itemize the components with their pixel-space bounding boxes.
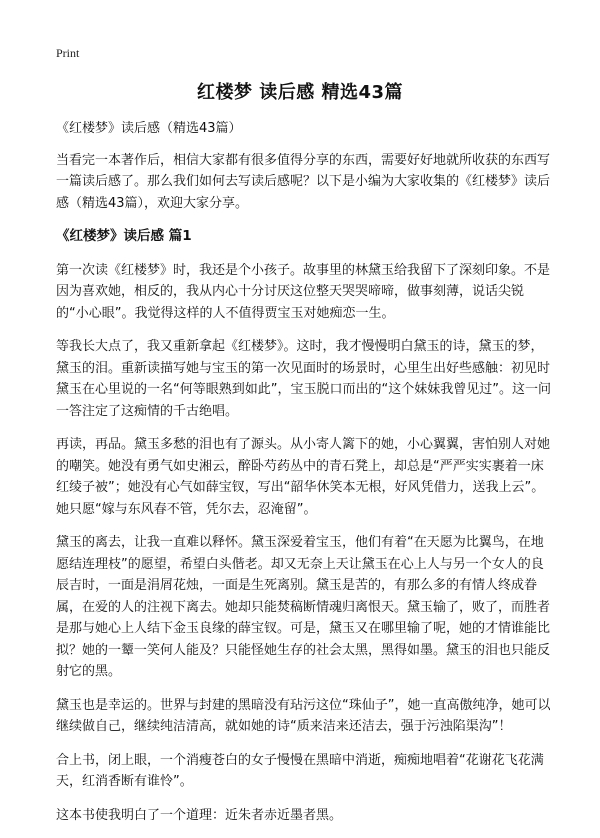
article-body <box>56 118 552 838</box>
body-paragraph: 这本书使我明白了一个道理：近朱者赤近墨者黑。 <box>56 807 343 823</box>
body-paragraph: 第一次读《红楼梦》时，我还是个小孩子。故事里的林黛玉给我留下了深刻印象。不是因为喜欢她，相反的，我从内心十分讨厌这位整天哭哭啼啼，做事刻薄，说话尖锐的“小心眼”。我觉得这样的人不值得贾宝玉对她痴恋一生。 <box>56 262 551 321</box>
page-title: 红楼梦 读后感 精选43篇 <box>196 82 404 103</box>
body-paragraph: 合上书，闭上眼，一个消瘦苍白的女子慢慢在黑暗中消逝，痴痴地唱着“花谢花飞花满天，红消香断有谁怜”。 <box>56 752 544 789</box>
body-paragraph: 再读，再品。黛玉多愁的泪也有了源头。从小寄人篱下的她，小心翼翼，害怕别人对她的嘲笑。她没有勇气如史湘云，醉卧芍药丛中的青石凳上，却总是“严严实实裹着一床红绫子被”；她没有心气如薛宝钗，写出“韶华休笑本无根，好风凭借力，送我上云”。她只愿“嫁与东风春不管，凭尔去，忍淹留”。 <box>56 437 551 517</box>
body-paragraph: 黛玉也是幸运的。世界与封建的黑暗没有玷污这位“珠仙子”，她一直高傲纯净，她可以继续做自己，继续纯洁清高，就如她的诗“质来洁来还洁去，强于污浊陷渠沟”！ <box>56 697 551 734</box>
body-paragraph: 等我长大点了，我又重新拿起《红楼梦》。这时，我才慢慢明白黛玉的诗，黛玉的梦，黛玉的泪。重新读描写她与宝玉的第一次见面时的场景时，心里生出好些感触：初见时黛玉在心里说的一名“何等眼熟到如此”，宝玉脱口而出的“这个妹妹我曾见过”。这一问一答注定了这痴情的千古绝唱。 <box>56 339 551 419</box>
intro-paragraph: 当看完一本著作后，相信大家都有很多值得分享的东西，需要好好地就所收获的东西写一篇读后感了。那么我们如何去写读后感呢？以下是小编为大家收集的《红楼梦》读后感（精选43篇），欢迎大家分享。 <box>56 152 551 211</box>
print-link[interactable]: Print <box>56 46 80 60</box>
body-paragraph: 黛玉的离去，让我一直难以释怀。黛玉深爱着宝玉，他们有着“在天愿为比翼鸟，在地愿结连理枝”的愿望，希望白头偕老。却又无奈上天让黛玉在心上人与另一个女人的良辰吉时，一面是涓屑花烛，一面是生死离别。黛玉是苦的，有那么多的有情人终成眷属，在爱的人的注视下离去。她却只能焚稿断情魂归离恨天。黛玉输了，败了，而胜者是那与她心上人结下金玉良缘的薛宝钗。可是，黛玉又在哪里输了呢，她的才情谁能比拟？她的一颦一笑何人能及？只能怪她生存的社会太黑，黑得如墨。黛玉的泪也只能反射它的黑。 <box>56 535 551 679</box>
section-heading: 《红楼梦》读后感 篇1 <box>56 228 192 244</box>
article-subtitle: 《红楼梦》读后感（精选43篇） <box>56 121 242 136</box>
